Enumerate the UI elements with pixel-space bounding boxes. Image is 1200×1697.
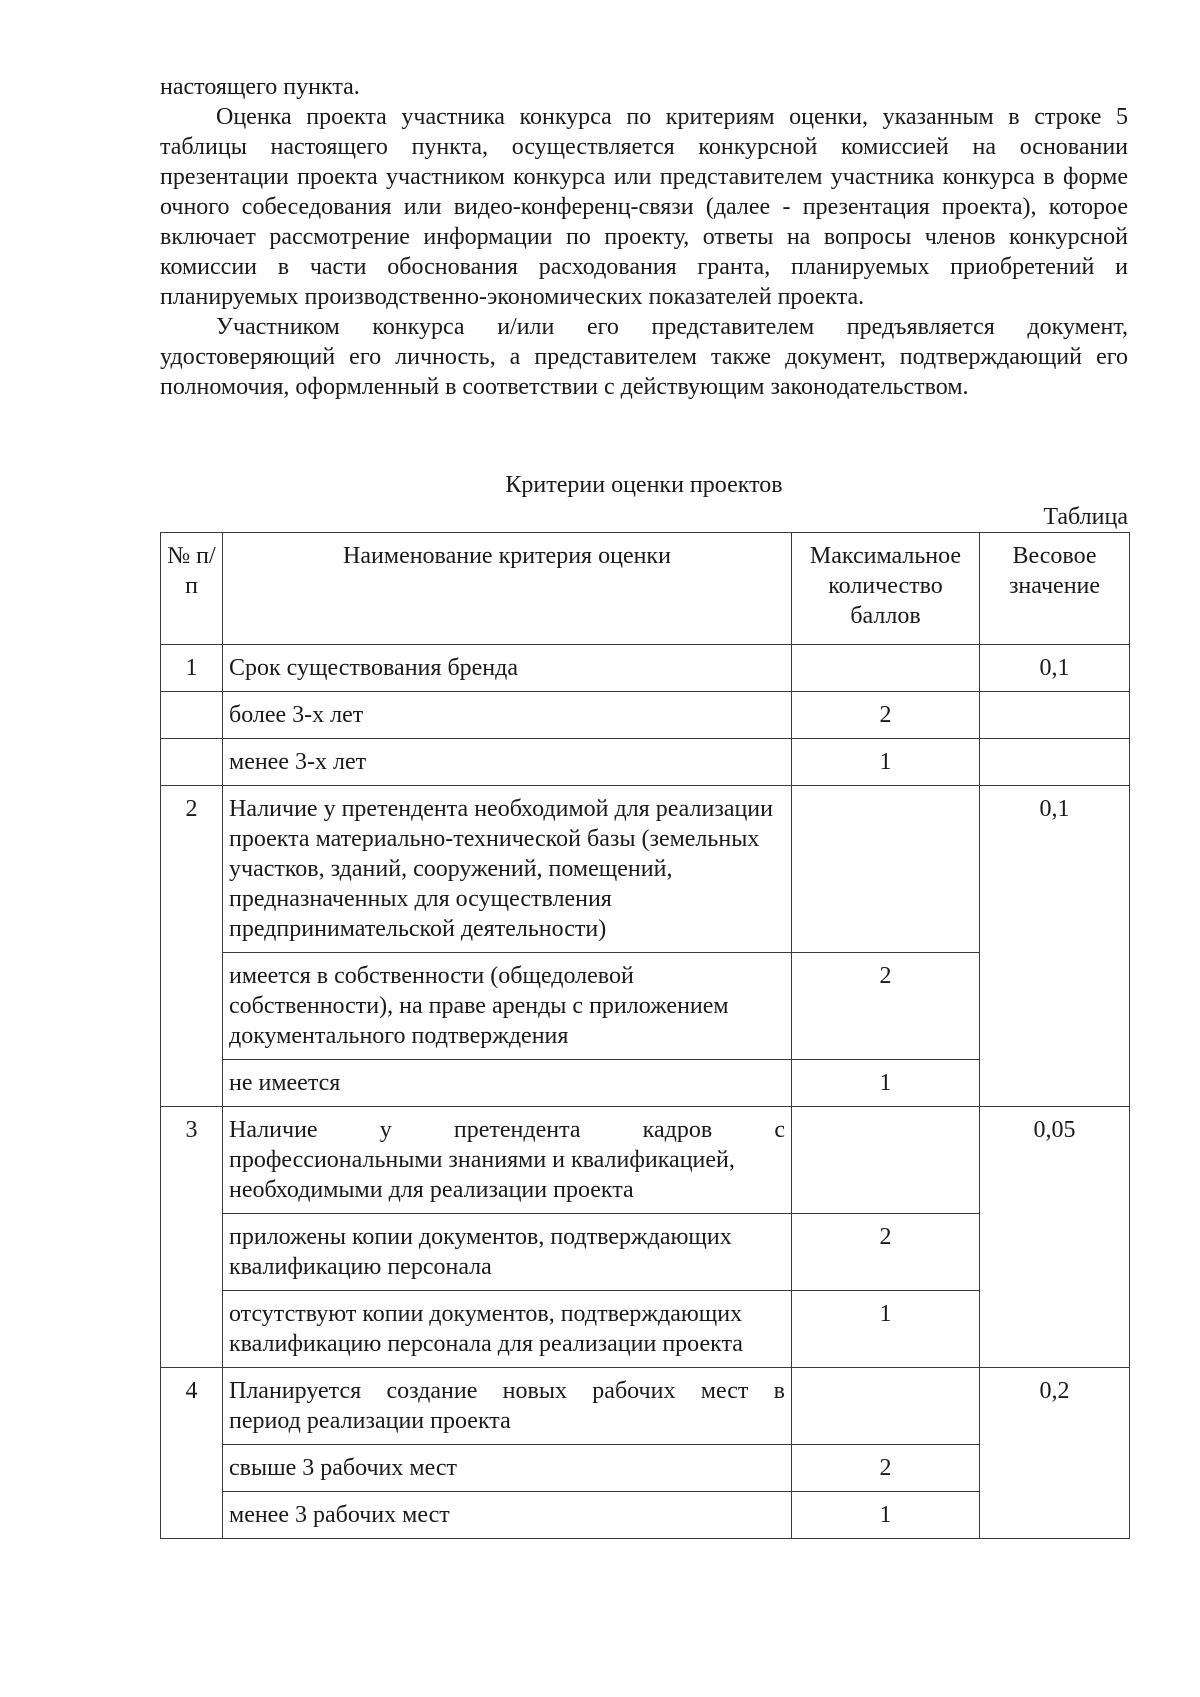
max-points: 2 (792, 1445, 980, 1492)
table-row (161, 1107, 1130, 1214)
max-points: 2 (792, 692, 980, 739)
criterion-option: менее 3-х лет (223, 739, 792, 786)
max-points: 1 (792, 1060, 980, 1107)
empty-cell (161, 692, 223, 739)
criterion-name-line: Планируется создание новых рабочих мест в (229, 1378, 785, 1404)
table-row (161, 739, 1130, 786)
criterion-option: свыше 3 рабочих мест (223, 1445, 792, 1492)
max-points: 1 (792, 1291, 980, 1368)
empty-cell (980, 739, 1130, 786)
paragraph-continuation: настоящего пункта. (160, 74, 360, 100)
criteria-table (160, 532, 1130, 1539)
criterion-name (223, 1107, 792, 1214)
table-row (161, 786, 1130, 953)
table-row (161, 645, 1130, 692)
criterion-name: Наличие у претендента необходимой для реализации проекта материально-технической базы (земельных участков, зданий, сооружений, помещений, предназначенных для осуществления предпринимательской деятельности) (223, 786, 792, 953)
header-number: № п/п (161, 533, 223, 645)
paragraph-identity: Участником конкурса и/или его представителем предъявляется документ, удостоверяющий его личность, а представителем также документ, подтверждающий его полномочия, оформленный в соответствии с действующим законодательством. (160, 314, 1128, 400)
weight-value: 0,05 (980, 1107, 1130, 1368)
table-label: Таблица (1043, 504, 1128, 530)
row-number: 4 (161, 1368, 223, 1539)
header-weight: Весовое значение (980, 533, 1130, 645)
table-header-row (161, 533, 1130, 645)
weight-value: 0,2 (980, 1368, 1130, 1539)
criterion-option: менее 3 рабочих мест (223, 1492, 792, 1539)
criterion-name (223, 1368, 792, 1445)
max-points: 2 (792, 1214, 980, 1291)
max-points: 2 (792, 953, 980, 1060)
body-text (160, 72, 1128, 402)
row-number: 2 (161, 786, 223, 1107)
header-max-points: Максимальное количество баллов (792, 533, 980, 645)
criterion-name-rest: период реализации проекта (229, 1408, 511, 1434)
empty-cell (980, 692, 1130, 739)
max-points (792, 786, 980, 953)
max-points (792, 645, 980, 692)
criterion-name-rest: профессиональными знаниями и квалификацией, необходимыми для реализации проекта (229, 1147, 735, 1203)
header-criterion-name: Наименование критерия оценки (223, 533, 792, 645)
criterion-option: имеется в собственности (общедолевой собственности), на праве аренды с приложением документального подтверждения (223, 953, 792, 1060)
criterion-option: более 3-х лет (223, 692, 792, 739)
max-points: 1 (792, 1492, 980, 1539)
table-row (161, 692, 1130, 739)
weight-value: 0,1 (980, 645, 1130, 692)
weight-value: 0,1 (980, 786, 1130, 1107)
criterion-name-line: Наличие у претендента кадров с (229, 1117, 785, 1143)
table-title: Критерии оценки проектов (505, 472, 783, 498)
criterion-option: приложены копии документов, подтверждающих квалификацию персонала (223, 1214, 792, 1291)
paragraph-evaluation: Оценка проекта участника конкурса по критериям оценки, указанным в строке 5 таблицы настоящего пункта, осуществляется конкурсной комиссией на основании презентации проекта участником конкурса или представителем участника конкурса в форме очного собеседования или видео-конференц-связи (далее - презентация проекта), которое включает рассмотрение информации по проекту, ответы на вопросы членов конкурсной комиссии в части обоснования расходования гранта, планируемых приобретений и планируемых производственно-экономических показателей проекта. (160, 104, 1128, 310)
max-points: 1 (792, 739, 980, 786)
max-points (792, 1107, 980, 1214)
criterion-option: не имеется (223, 1060, 792, 1107)
criterion-option: отсутствуют копии документов, подтверждающих квалификацию персонала для реализации проекта (223, 1291, 792, 1368)
row-number: 3 (161, 1107, 223, 1368)
empty-cell (161, 739, 223, 786)
row-number: 1 (161, 645, 223, 692)
max-points (792, 1368, 980, 1445)
criterion-name: Срок существования бренда (223, 645, 792, 692)
table-row (161, 1368, 1130, 1445)
